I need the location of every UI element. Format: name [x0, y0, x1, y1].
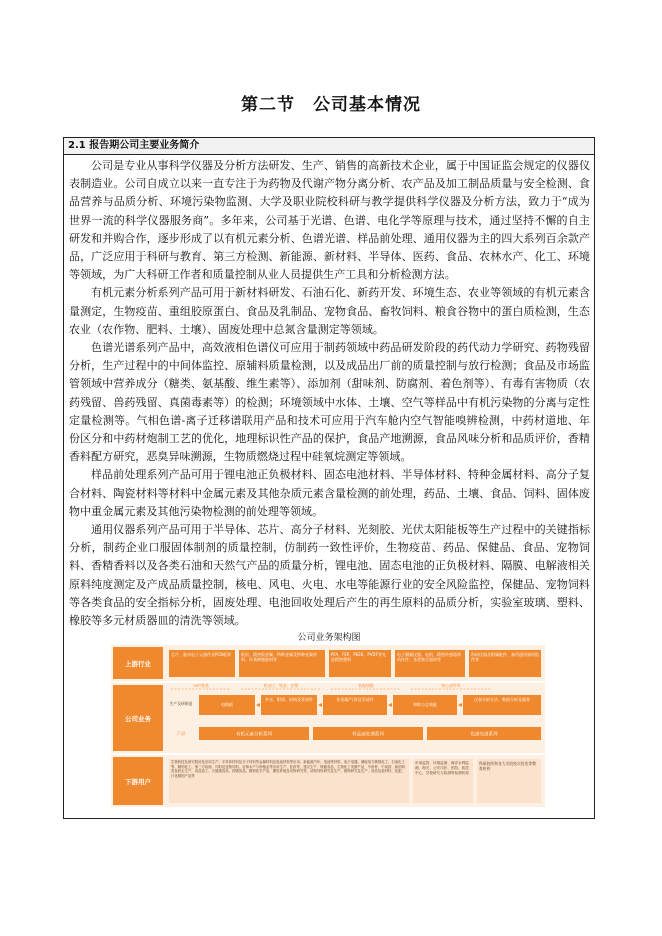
paragraph-company-intro: 公司是专业从事科学仪器及分析方法研发、生产、销售的高新技术企业，属于中国证监会规定的仪器仪表制造业。公司自成立以来一直专注于为药物及代谢产物分离分析、农产品及加工制品质量与安全检测、食品营养与品质分析、环境污染物监测、大学及职业院校科研与教学提供科学仪器及分析方法，致力于“成为世界一流的科学仪器服务商”。多年来，公司基于光谱、色谱、电化学等原理与技术，通过坚持不懈的自主研发和并购合作，逐步形成了以有机元素分析、色谱光谱、样品前处理、通用仪器为主的四大系列百余款产品，广泛应用于科研与教育、第三方检测、新能源、新材料、半导体、医药、食品、农林水产、化工、环境等领域，为广大科研工作者和质量控制从业人员提供生产工具和分析检测方法。 [69, 159, 590, 282]
downstream-agency-text: 市场监管、环境监测、海洋水利监测、海关、公安司法、医院、疾控中心、学校研究与检测等检测机构 [415, 761, 469, 775]
company-step-text: 外壳、附部、结构及零部件 [265, 697, 313, 702]
downstream-boxes [169, 759, 541, 803]
upstream-boxes [169, 650, 541, 677]
upstream-box-text: 电子测量仪器、电机、精密传感器和动作件、各类集合器材等 [397, 652, 461, 662]
company-row-bg [111, 683, 545, 753]
flow-label: 核心部件等 [441, 683, 461, 688]
flow-label: 装配调整 [358, 683, 374, 688]
product-label: 产品 [176, 732, 186, 737]
upstream-box-text: 板材、精密钣金属、特种金属及特种金属材料、环氧树脂胶料等 [241, 652, 317, 662]
paragraph-sample-prep: 样品前处理系列产品可用于锂电池正负极材料、固态电池材料、半导体材料、特种金属材料、高分子复合材料、陶瓷材料等材料中金属元素及其他杂质元素含量检测的前处理，药品、土壤、食品、饲料、固体废物中重金属元素及其他污染物检测的前处理等领域。 [69, 468, 590, 518]
company-step-text: 电路板 [221, 702, 233, 707]
product-series-label: 有机元素分析系列 [236, 732, 272, 738]
page-title: 第二节 公司基本情况 [241, 95, 421, 115]
company-label: 公司业务 [125, 715, 151, 723]
company-steps [199, 695, 541, 715]
flow-label: 机加工、钣金、注塑 [263, 683, 299, 688]
product-series-label: 样品前处理系列 [352, 732, 384, 738]
upstream-label: 上游行业 [125, 660, 151, 668]
company-step-text: 仪表分析方法、数据分析及服务 [474, 697, 530, 702]
downstream-main-text: 生物科技及研究院所及应用生产，半导体材料及分子材料等金属材料及电池材料等应用，新能源汽车、电池等材料、电子电器、储能电力精细化工、石油化工等、精细化工、第三方检测、饲料及宠物饲料、农林水产与种植业等应用生产、医药等，建议生产、保健食品，生物化工发酵产品，中药材、中成药、新药研发及药企生产，食品加工、大健康食品、药膳食品、精细化学产品，畜牧养殖及动物研究等，动物饲料研究及生产，植物研究及生产，食品包装材料、化肥、日化精细产品等 [171, 760, 405, 778]
upstream-box-text: PFA、FEP、PEEK、PVDF等先进精密塑料 [331, 652, 386, 662]
paragraph-general-instruments: 通用仪器系列产品可用于半导体、芯片、高分子材料、光刻胶、光伏太阳能板等生产过程中的关键指标分析，制药企业口服固体制剂的质量控制，仿制药一致性评价，生物疫苗、药品、保健品、食品、宠物饲料、香精香料以及各类石油和天然气产品的质量分析，锂电池、固态电池的正负极材料、隔膜、电解液相关原料纯度测定及产成品质量控制，核电、风电、火电、水电等能源行业的安全风险监控，保健品、宠物饲料等各类食品的安全指标分析，固废处理、电池回收处理后产生的再生原料的品质分析，实验室玻璃、塑料、橡胶等多元材质器皿的清洗等领域。 [69, 523, 590, 628]
flow-label: SMT贴装 [193, 683, 209, 688]
product-series-label: 色谱光谱系列 [470, 732, 498, 738]
upstream-box-text: 芯片、驱动电子元器件及PCB板等 [171, 652, 231, 657]
company-step-text: 非金属/气体及零部件 [336, 697, 374, 702]
company-side-label: 生产及研制造 [169, 701, 193, 706]
downstream-label: 下游用户 [125, 778, 151, 786]
body-text [69, 157, 590, 630]
product-series [199, 727, 541, 740]
downstream-edu-text: 科研院所和各大专院校实验室等教育机构 [479, 761, 536, 772]
paragraph-organic-element: 有机元素分析系列产品可用于新材料研发、石油石化、新药开发、环境生态、农业等领域的有机元素含量测定，生物疫苗、重组胶原蛋白、食品及乳制品、宠物食品、畜牧饲料、粮食谷物中的蛋白质检测，生态农业（农作物、肥料、土壤）、固废处理中总氮含量测定等领域。 [69, 286, 590, 336]
diagram-caption: 公司业务架构图 [297, 633, 361, 643]
content-frame [63, 137, 595, 819]
paragraph-chromatography: 色谱光谱系列产品中，高效液相色谱仪可应用于制药领域中药品研发阶段的药代动力学研究、药物残留分析，生产过程中的中间体监控、原辅料质量检测，以及成品出厂前的质量控制与放行检测；食品及市场监管领域中营养成分（糖类、氨基酸、维生素等）、添加剂（甜味剂、防腐剂、着色剂等）、有毒有害物质（农药残留、兽药残留、真菌毒素等）的检测；环境领域中水体、土壤、空气等样品中有机污染物的分离与定性定量检测等。气相色谱-离子迁移谱联用产品和技术可应用于汽车舱内空气智能嗅辨检测，中药材道地、年份区分和中药材炮制工艺的优化，地理标识性产品的保护，食品产地溯源，食品风味分析和品质评价，香精香料配方研究，恶臭异味溯源，生物质燃烧过程中硅氧烷测定等领域。 [69, 341, 590, 464]
company-step-text: 和辩与总装配 [413, 702, 437, 707]
business-architecture-diagram [111, 645, 545, 807]
section-heading: 2.1 报告期公司主要业务简介 [64, 138, 594, 155]
upstream-box-text: 科研仪器及附属配件、备用通用器材组件等 [471, 652, 539, 662]
